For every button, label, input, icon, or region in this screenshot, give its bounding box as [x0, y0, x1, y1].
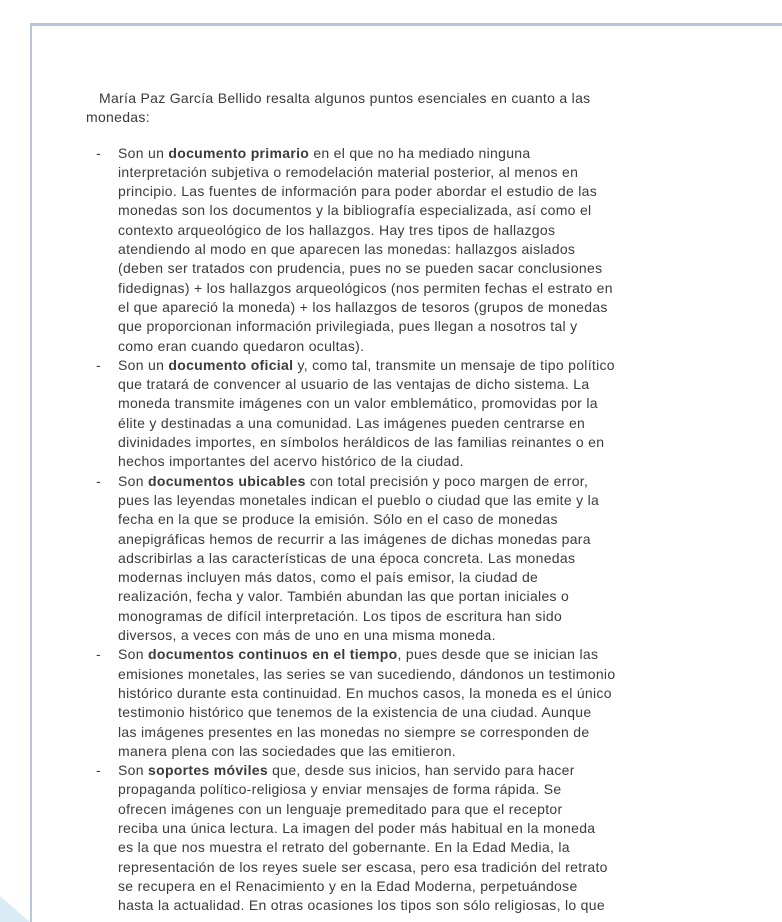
list-item-line: histórico durante esta continuidad. En muchos casos, la moneda es el único — [118, 684, 612, 701]
list-item-line: (deben ser tratados con prudencia, pues no se pueden sacar conclusiones — [118, 260, 603, 277]
list-item-line: Son un documento oficial y, como tal, transmite un mensaje de tipo político — [118, 356, 615, 373]
list-item-line: anepigráficas hemos de recurrir a las imágenes de dichas monedas para — [118, 530, 591, 547]
list-item-line: propaganda político-religiosa y enviar mensajes de forma rápida. Se — [118, 781, 562, 798]
page-border-top — [30, 23, 782, 26]
intro-line: monedas: — [86, 109, 150, 126]
list-item-line: Son documentos ubicables con total precisión y poco margen de error, — [118, 472, 589, 489]
list-item-line: hasta la actualidad. En otras ocasiones los tipos son sólo religiosas, lo que — [118, 897, 605, 914]
list-item-line: el que apareció la moneda) + los hallazgos de tesoros (grupos de monedas — [118, 298, 608, 315]
list-item-line: fecha en la que se produce la emisión. Sólo en el caso de monedas — [118, 511, 558, 528]
intro-line: María Paz García Bellido resalta algunos puntos esenciales en cuanto a las — [99, 90, 591, 106]
list-item-line: ofrecen imágenes con un lenguaje premeditado para que el receptor — [118, 800, 563, 817]
list-item-line: que proporcionan información privilegiada, pues llegan a nosotros tal y — [118, 318, 578, 335]
list-item-line: se recupera en el Renacimiento y en la Edad Moderna, perpetuándose — [118, 877, 578, 894]
list-item-line: diversos, a veces con más de uno en una misma moneda. — [118, 627, 496, 644]
list-item — [86, 144, 726, 356]
list-item-line: que tratará de convencer al usuario de las ventajas de dicho sistema. La — [118, 376, 590, 393]
list-item-line: representación de los reyes suele ser escasa, pero esa tradición del retrato — [118, 858, 608, 875]
list-item-line: fidedignas) + los hallazgos arqueológicos (nos permiten fechas el estrato en — [118, 279, 613, 296]
bullet-marker: - — [96, 472, 101, 489]
list-item-line: élite y destinadas a una comunidad. Las imágenes pueden centrarse en — [118, 414, 586, 431]
list-item-line: hechos importantes del acervo histórico de la ciudad. — [118, 453, 464, 470]
list-item-line: manera plena con las sociedades que las emitieron. — [118, 742, 456, 759]
list-item — [86, 356, 726, 472]
list-item-line: Son documentos continuos en el tiempo, pues desde que se inician las — [118, 646, 599, 663]
bullet-marker: - — [96, 646, 101, 663]
list-item-line: Son un documento primario en el que no ha mediado ninguna — [118, 144, 531, 161]
list-item-line: contexto arqueológico de los hallazgos. Hay tres tipos de hallazgos — [118, 221, 556, 238]
list-item-line: monedas son los documentos y la bibliografía especializada, así como el — [118, 202, 592, 219]
list-item-line: pues las leyendas monetales indican el pueblo o ciudad que las emite y la — [118, 491, 600, 508]
list-item — [86, 645, 726, 761]
page-border-left — [30, 23, 32, 922]
page-corner-triangle-decoration — [0, 896, 30, 922]
intro-paragraph — [86, 89, 726, 128]
list-item-line: las imágenes presentes en las monedas no siempre se corresponden de — [118, 723, 590, 740]
list-item-line: realización, fecha y valor. También abundan las que portan iniciales o — [118, 588, 570, 605]
list-item-line: reciba una única lectura. La imagen del poder más habitual en la moneda — [118, 819, 596, 836]
list-item-line: interpretación subjetiva o remodelación material posterior, al menos en — [118, 163, 579, 180]
bullet-marker: - — [96, 144, 101, 161]
list-item-line: Son soportes móviles que, desde sus inicios, han servido para hacer — [118, 762, 575, 779]
bullet-list — [86, 144, 726, 916]
list-item-line: moneda transmite imágenes con un valor emblemático, promovidas por la — [118, 395, 598, 412]
list-item-line: monogramas de difícil interpretación. Los tipos de escritura han sido — [118, 607, 563, 624]
list-item-line: emisiones monetales, las series se van sucediendo, dándonos un testimonio — [118, 665, 616, 682]
list-item-line: es la que nos muestra el retrato del gobernante. En la Edad Media, la — [118, 839, 570, 856]
document-text-block — [86, 89, 726, 915]
list-item-line: modernas incluyen más datos, como el país emisor, la ciudad de — [118, 569, 539, 586]
list-item — [86, 761, 726, 915]
list-item-line: como eran cuando quedaron ocultas). — [118, 337, 365, 354]
list-item — [86, 472, 726, 646]
list-item-line: adscribirlas a las características de una época concreta. Las monedas — [118, 549, 576, 566]
list-item-line: principio. Las fuentes de información para poder abordar el estudio de las — [118, 183, 598, 200]
bullet-marker: - — [96, 356, 101, 373]
bullet-marker: - — [96, 762, 101, 779]
list-item-line: testimonio histórico que tenemos de la existencia de una ciudad. Aunque — [118, 704, 592, 721]
list-item-line: atendiendo al modo en que aparecen las monedas: hallazgos aislados — [118, 241, 576, 258]
list-item-line: divinidades importes, en símbolos heráldicos de las familias reinantes o en — [118, 434, 605, 451]
